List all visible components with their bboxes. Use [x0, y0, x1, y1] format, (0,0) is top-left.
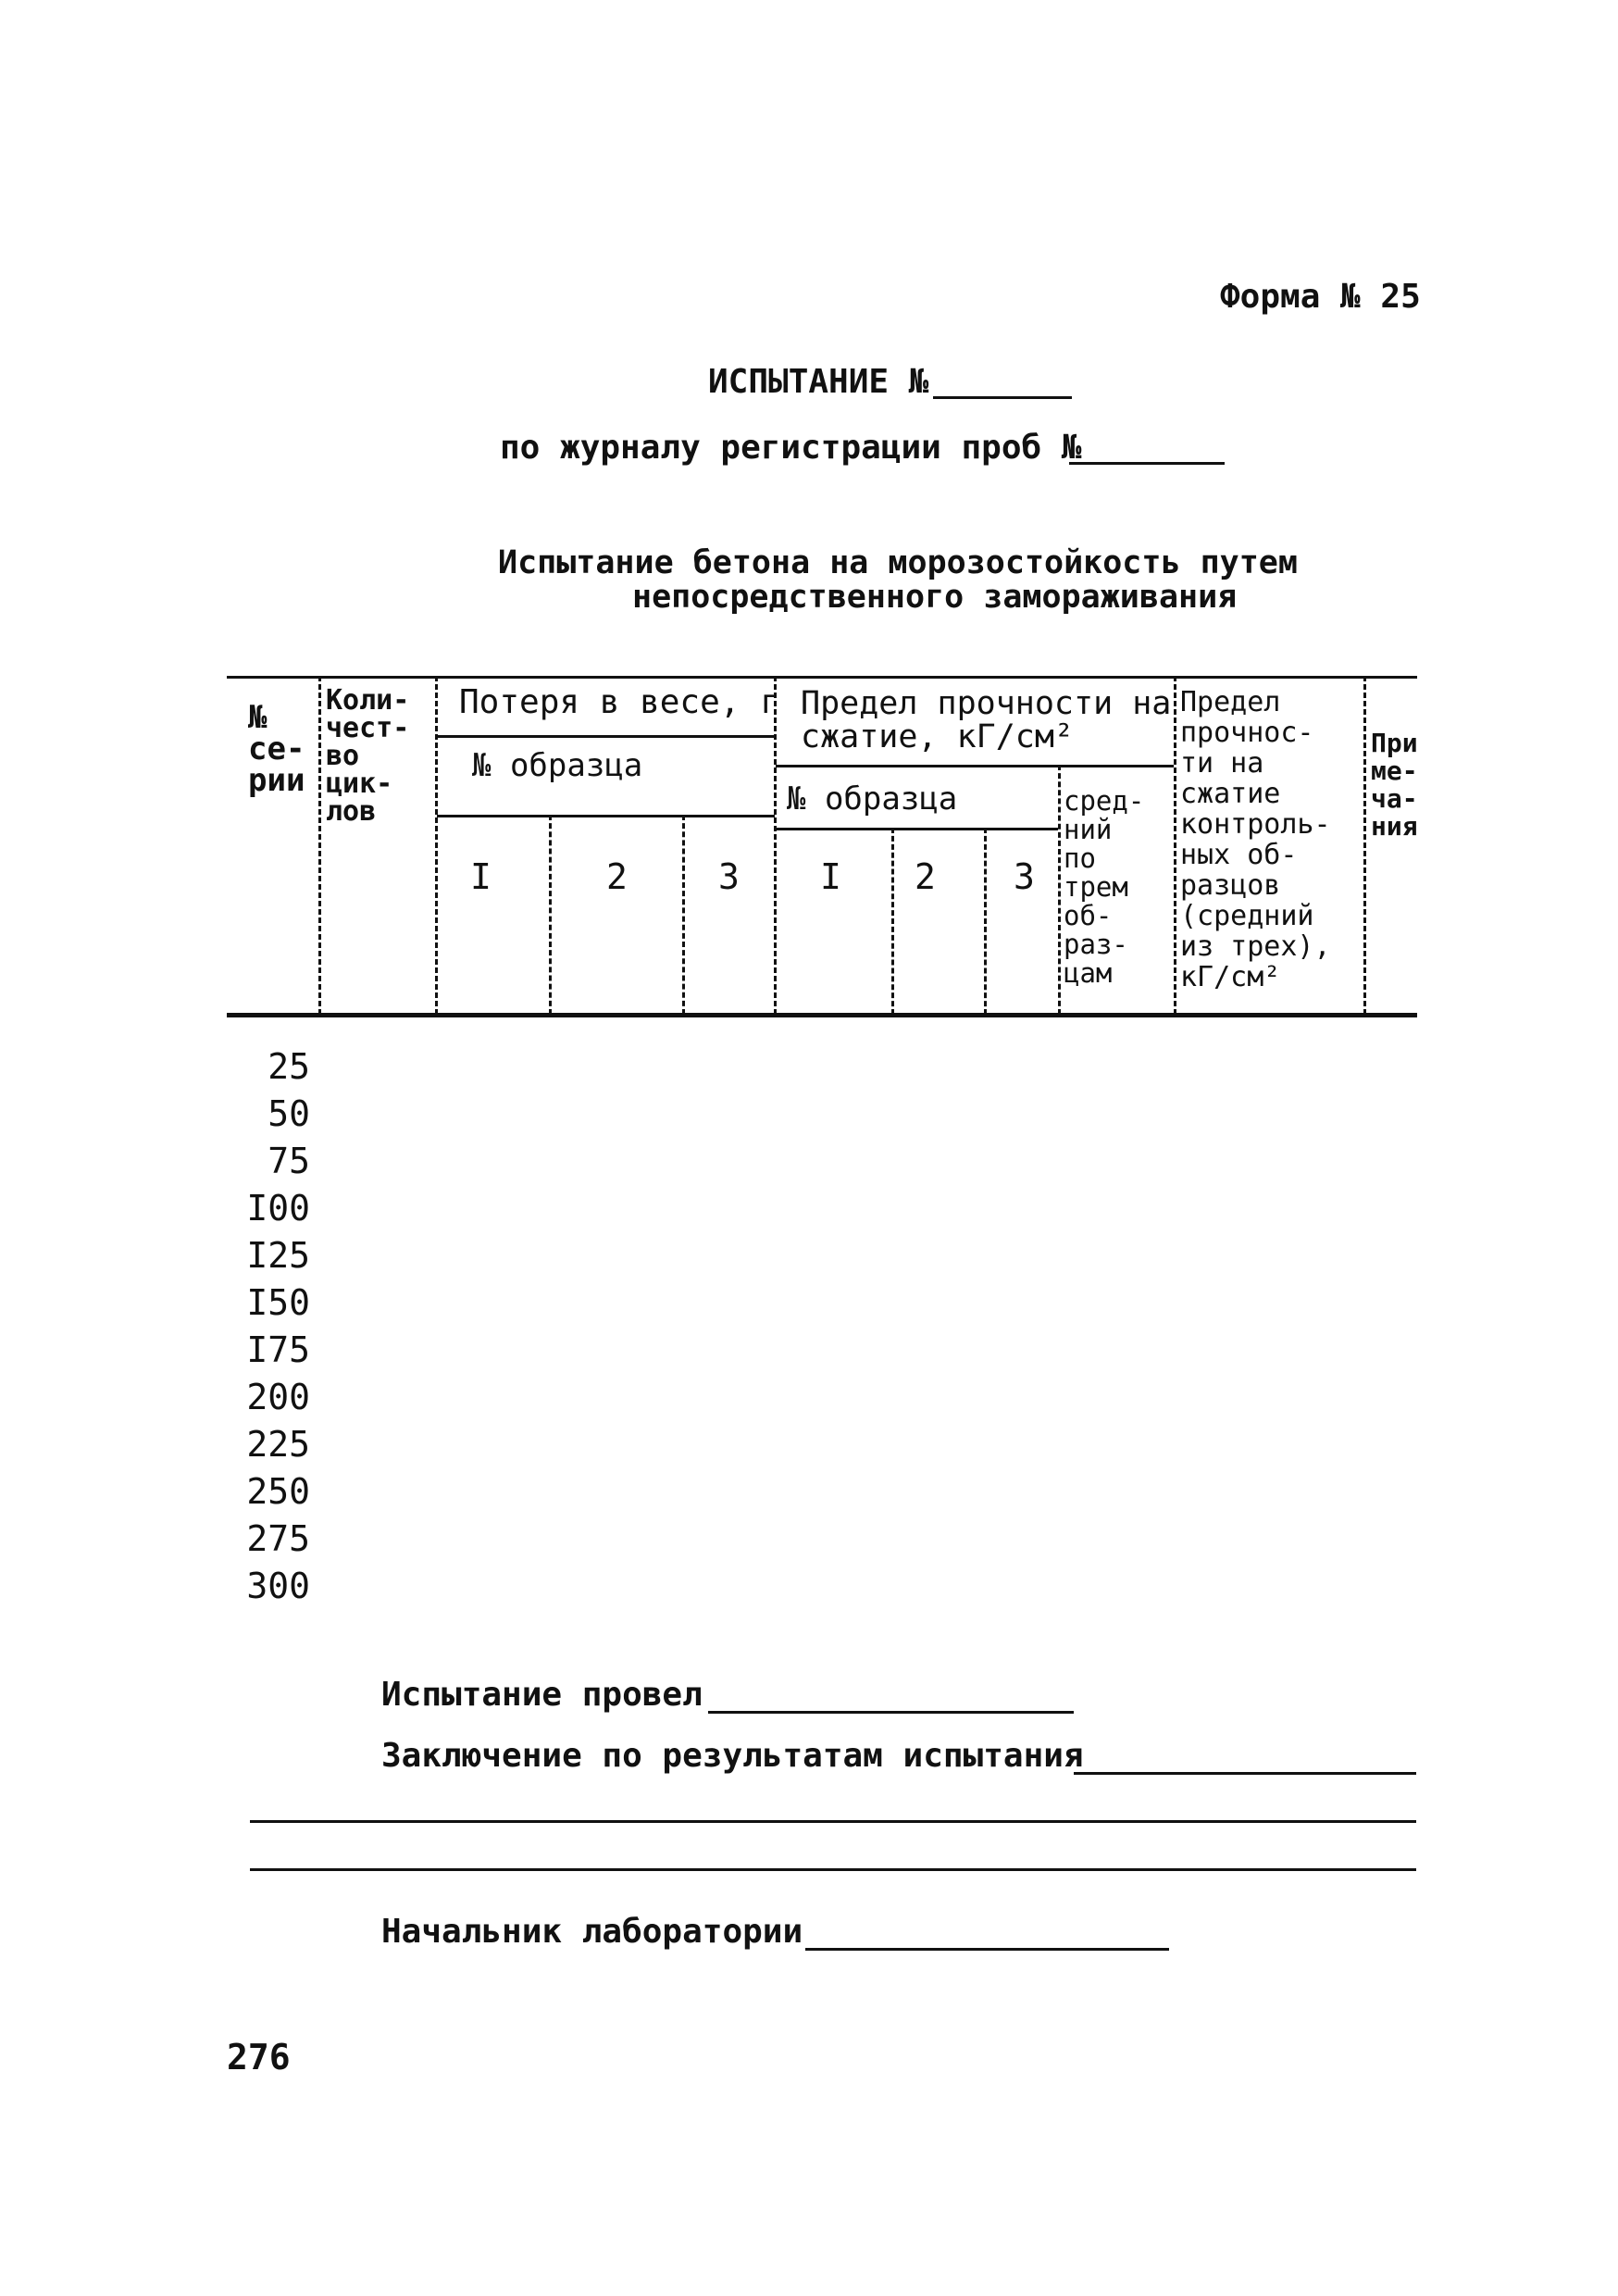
table-top-rule — [227, 676, 1417, 679]
divider-8 — [1058, 765, 1061, 1015]
series-row-100: I00 — [246, 1188, 310, 1229]
header-weight-sample-no: № образца — [472, 747, 643, 784]
header-control-samples: Предел прочнос- ти на сжатие контроль- ных об- разцов (средний из трех), кГ/см² — [1180, 686, 1331, 993]
table-header-bottom-rule — [227, 1013, 1417, 1017]
series-row-75: 75 — [268, 1141, 310, 1181]
form-number: Форма № 25 — [1220, 278, 1421, 316]
series-row-275: 275 — [246, 1518, 310, 1559]
divider-7 — [984, 828, 987, 1015]
weight-sample-3: 3 — [718, 856, 740, 897]
series-row-250: 250 — [246, 1471, 310, 1512]
divider-3 — [549, 815, 552, 1015]
divider-2 — [435, 676, 438, 1015]
document-title-line-1: Испытание бетона на морозостойкость путем — [498, 544, 1298, 581]
rule-strength-group — [776, 765, 1174, 767]
divider-5 — [774, 676, 777, 1015]
strength-sample-3: 3 — [1014, 856, 1035, 897]
series-row-25: 25 — [268, 1046, 310, 1087]
rule-weight-group — [437, 735, 775, 738]
conclusion-label: Заключение по результатам испытания — [381, 1737, 1084, 1775]
document-title-line-2: непосредственного замораживания — [632, 579, 1238, 616]
conducted-by-field[interactable] — [708, 1711, 1074, 1714]
conducted-by-label: Испытание провел — [381, 1676, 703, 1714]
divider-6 — [891, 828, 894, 1015]
header-strength-sample-no: № образца — [787, 780, 958, 817]
series-row-50: 50 — [268, 1093, 310, 1134]
weight-sample-2: 2 — [606, 856, 628, 897]
conclusion-field[interactable] — [1074, 1772, 1416, 1775]
test-number-field[interactable] — [933, 396, 1072, 399]
series-row-200: 200 — [246, 1377, 310, 1417]
test-number-label: ИСПЫТАНИЕ № — [708, 363, 929, 401]
series-row-300: 300 — [246, 1566, 310, 1606]
divider-1 — [318, 676, 321, 1015]
journal-number-field[interactable] — [1069, 462, 1225, 465]
header-series: № се- рии — [248, 699, 305, 799]
rule-strength-samples — [776, 828, 1058, 830]
journal-number-label: по журналу регистрации проб № — [500, 429, 1082, 467]
series-row-150: I50 — [246, 1282, 310, 1323]
series-row-225: 225 — [246, 1424, 310, 1465]
lab-head-label: Начальник лаборатории — [381, 1913, 803, 1951]
header-weight-loss: Потеря в весе, г — [459, 683, 780, 721]
header-cycles: Коли- чест- во цик- лов — [326, 684, 410, 828]
conclusion-line-3[interactable] — [250, 1868, 1416, 1871]
weight-sample-1: I — [470, 856, 492, 897]
divider-4 — [682, 815, 685, 1015]
divider-9 — [1174, 676, 1176, 1015]
header-strength: Предел прочности на сжатие, кГ/см² — [801, 685, 1172, 755]
lab-head-signature-field[interactable] — [805, 1948, 1169, 1951]
strength-sample-2: 2 — [915, 856, 936, 897]
rule-weight-samples — [437, 815, 775, 817]
strength-sample-1: I — [820, 856, 841, 897]
header-notes: При ме- ча- ния — [1371, 728, 1418, 842]
divider-10 — [1363, 676, 1366, 1015]
series-row-175: I75 — [246, 1329, 310, 1370]
conclusion-line-2[interactable] — [250, 1820, 1416, 1823]
series-row-125: I25 — [246, 1235, 310, 1276]
page-number: 276 — [227, 2037, 291, 2078]
header-strength-average: сред- ний по трем об- раз- цам — [1064, 785, 1145, 989]
